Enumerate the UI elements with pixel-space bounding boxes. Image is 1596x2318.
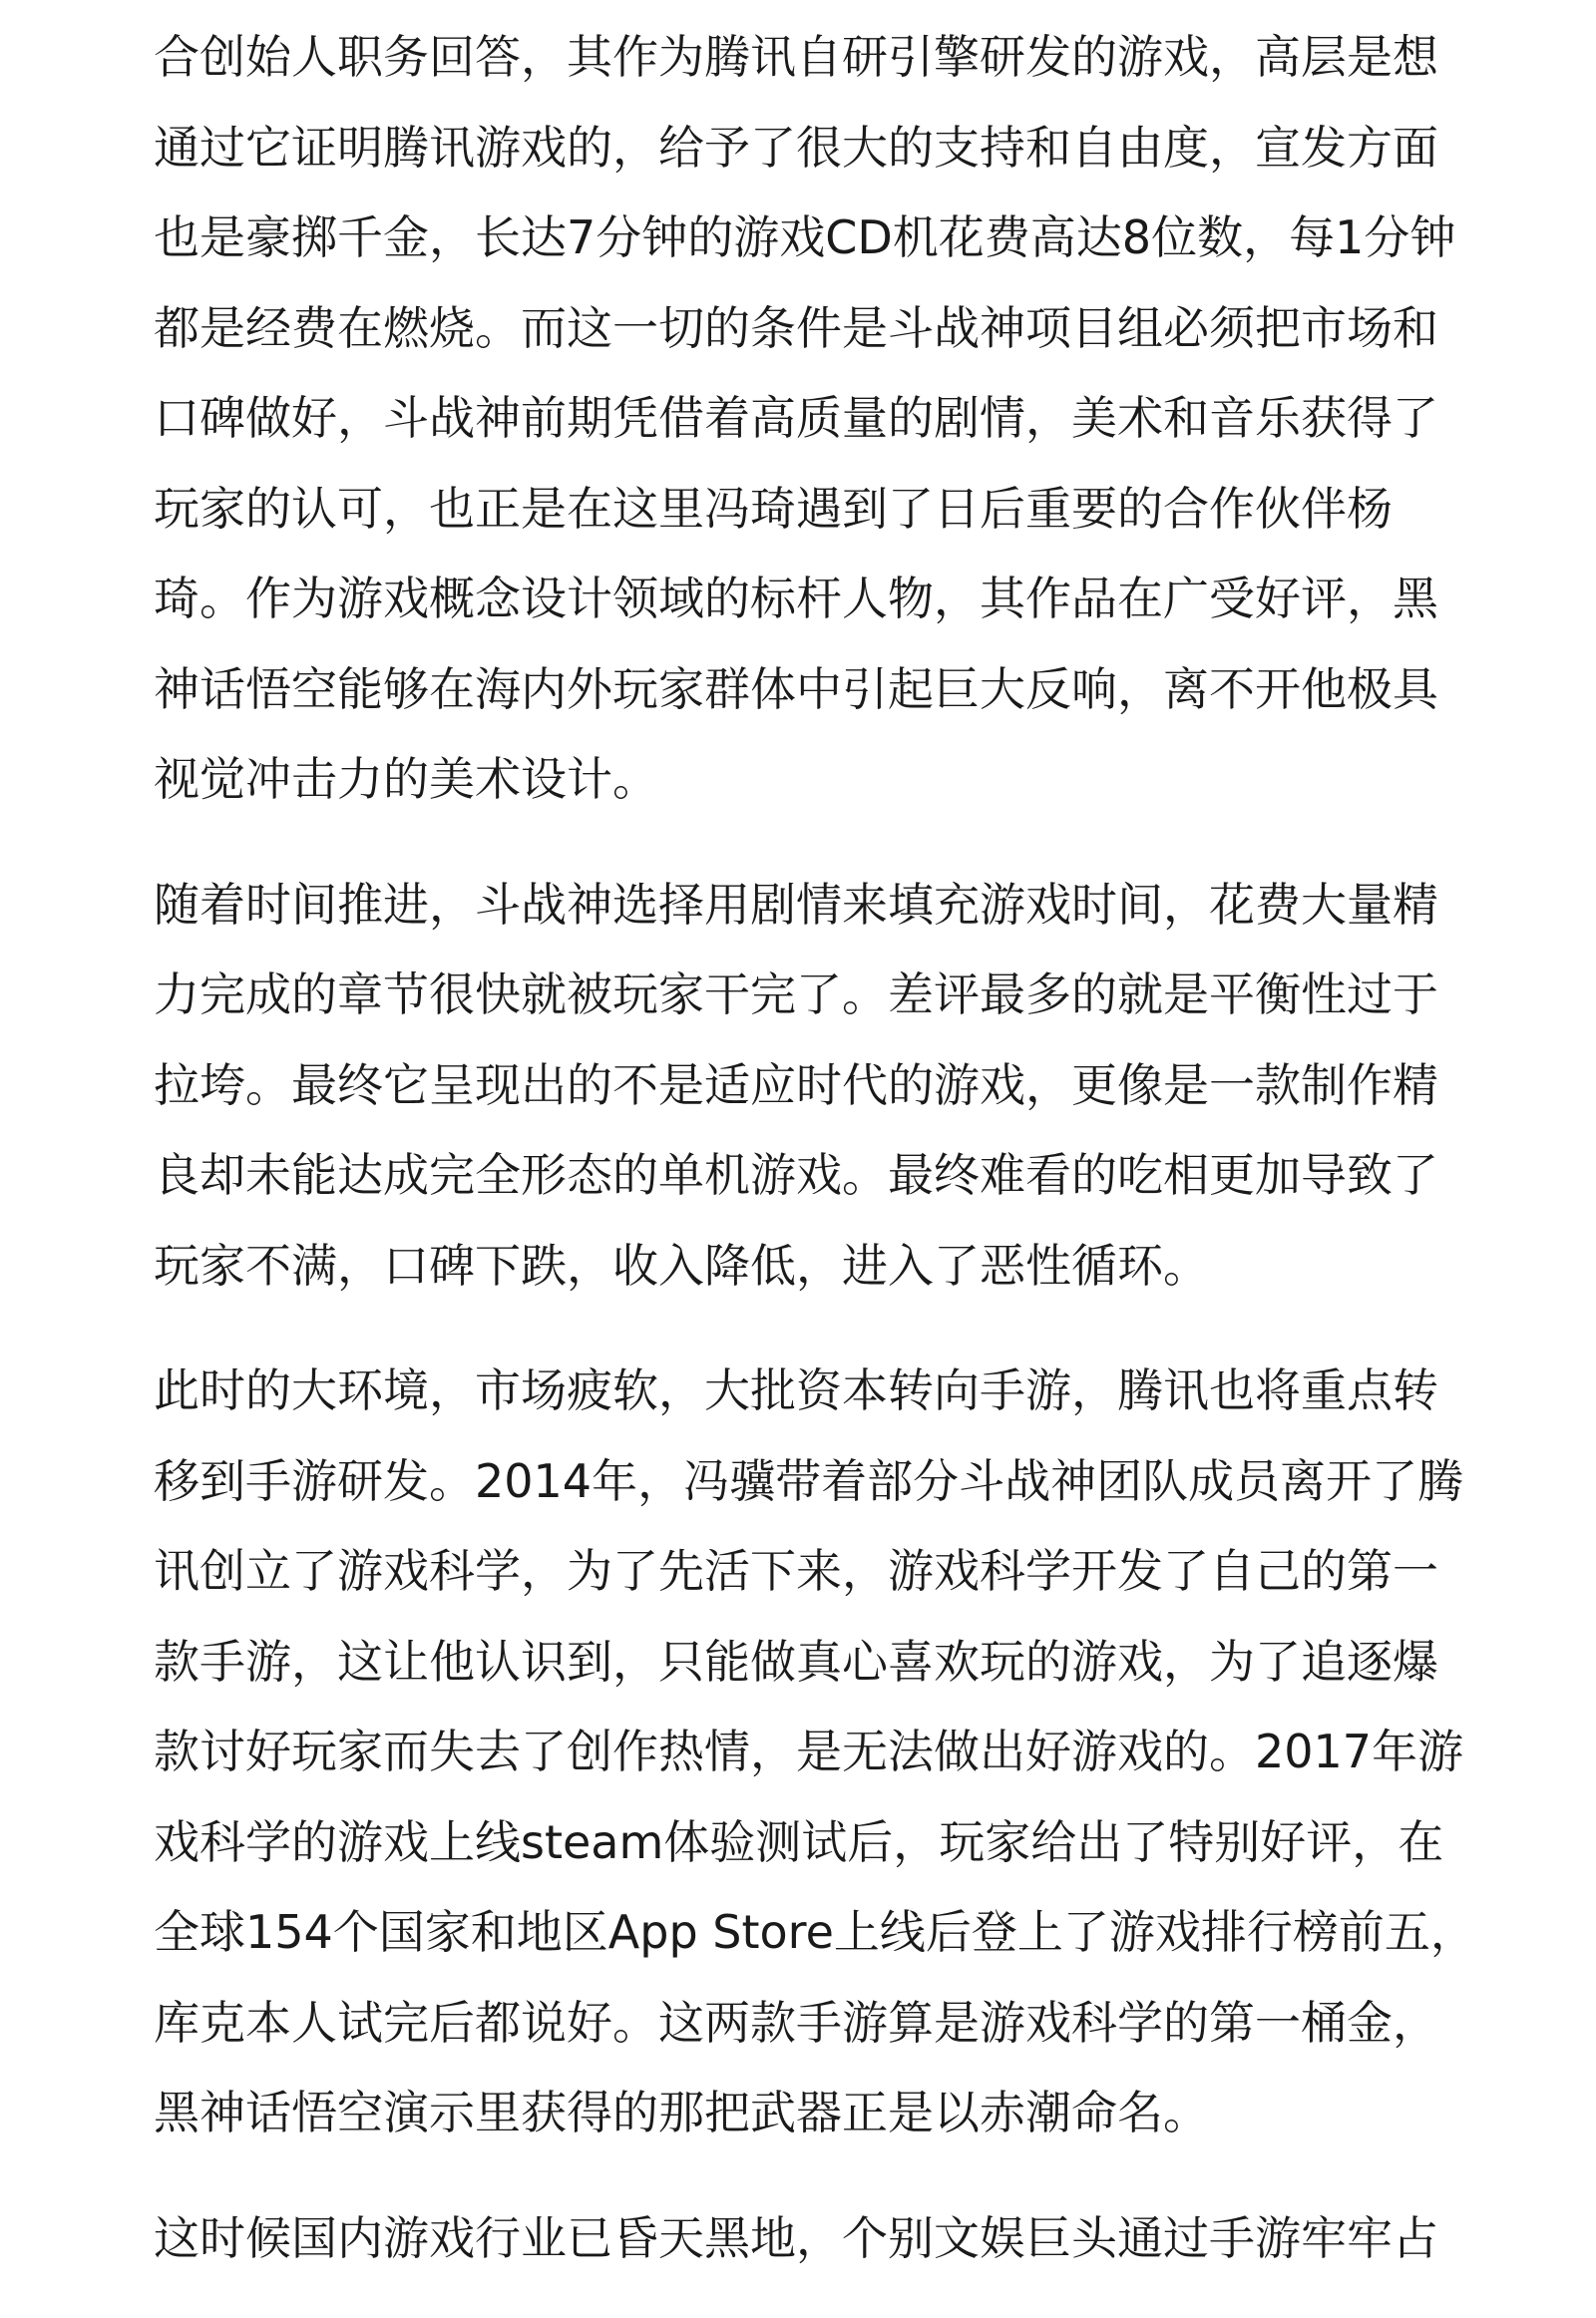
text-line: 款手游，这让他认识到，只能做真心喜欢玩的游戏，为了追逐爆: [154, 1634, 1438, 1689]
text-line: 拉垮。最终它呈现出的不是适应时代的游戏，更像是一款制作精: [154, 1057, 1438, 1112]
text-line: 移到手游研发。2014年，冯骥带着部分斗战神团队成员离开了腾: [154, 1453, 1464, 1508]
text-line: 此时的大环境，市场疲软，大批资本转向手游，腾讯也将重点转: [154, 1363, 1438, 1417]
article-body: [154, 12, 1476, 2318]
text-line: 款讨好玩家而失去了创作热情，是无法做出好游戏的。2017年游: [154, 1725, 1464, 1778]
text-line: 库克本人试完后都说好。这两款手游算是游戏科学的第一桶金，: [154, 1995, 1438, 2050]
text-line: 玩家不满，口碑下跌，收入降低，进入了恶性循环。: [154, 1238, 1209, 1293]
text-line: 随着时间推进，斗战神选择用剧情来填充游戏时间，花费大量精: [154, 877, 1438, 932]
text-line: 全球154个国家和地区App Store上线后登上了游戏排行榜前五，: [154, 1905, 1476, 1959]
text-line: 力完成的章节很快就被玩家干完了。差评最多的就是平衡性过于: [154, 967, 1438, 1021]
text-line: 黑神话悟空演示里获得的那把武器正是以赤潮命名。: [154, 2086, 1209, 2139]
text-line: 良却未能达成完全形态的单机游戏。最终难看的吃相更加导致了: [154, 1148, 1438, 1202]
text-line: 这时候国内游戏行业已昏天黑地，个别文娱巨头通过手游牢牢占: [154, 2210, 1438, 2265]
paragraph-4: [154, 2193, 1450, 2284]
paragraph-1: [154, 12, 1456, 825]
text-line: 合创始人职务回答，其作为腾讯自研引擎研发的游戏，高层是想: [154, 30, 1438, 84]
text-line: 都是经费在燃烧。而这一切的条件是斗战神项目组必须把市场和: [154, 300, 1438, 355]
text-line: 玩家的认可，也正是在这里冯琦遇到了日后重要的合作伙伴杨: [154, 481, 1393, 536]
text-line: 通过它证明腾讯游戏的，给予了很大的支持和自由度，宣发方面: [154, 120, 1438, 175]
text-line: 也是豪掷千金，长达7分钟的游戏CD机花费高达8位数，每1分钟: [154, 210, 1456, 264]
text-line: 神话悟空能够在海内外玩家群体中引起巨大反响，离不开他极具: [154, 661, 1438, 716]
text-line: 视觉冲击力的美术设计。: [154, 752, 658, 806]
paragraph-2: [154, 860, 1450, 1312]
text-line: 琦。作为游戏概念设计领域的标杆人物，其作品在广受好评，黑: [154, 572, 1438, 625]
paragraph-3: [154, 1346, 1476, 2158]
text-line: 口碑做好，斗战神前期凭借着高质量的剧情，美术和音乐获得了: [154, 391, 1438, 445]
text-line: 戏科学的游戏上线steam体验测试后，玩家给出了特别好评，在: [154, 1814, 1444, 1869]
text-line: 讯创立了游戏科学，为了先活下来，游戏科学开发了自己的第一: [154, 1544, 1438, 1598]
